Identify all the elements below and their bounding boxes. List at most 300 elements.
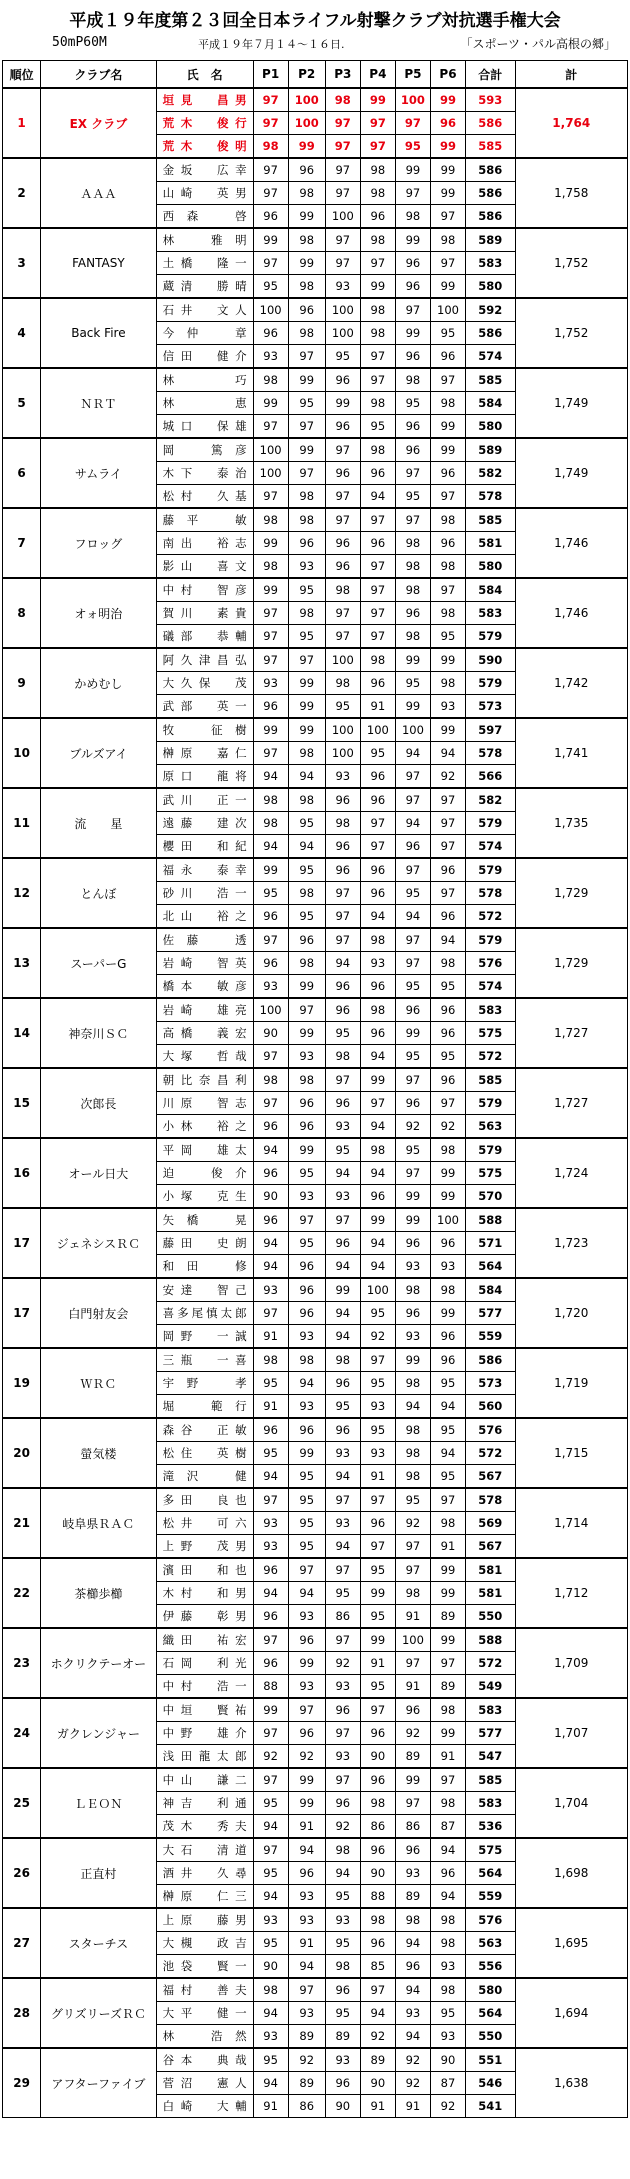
score-cell-p1: 97 — [253, 252, 288, 275]
score-cell-p3: 95 — [325, 345, 360, 369]
score-cell-p3: 92 — [325, 1652, 360, 1675]
shooter-name-cell: 酒井 久尋 — [156, 1862, 253, 1885]
score-cell-p1: 97 — [253, 1768, 288, 1792]
shooter-name-cell: 大塚 哲哉 — [156, 1045, 253, 1069]
shooter-total-cell: 564 — [466, 1255, 516, 1279]
shooter-total-cell: 580 — [466, 1978, 516, 2002]
score-cell-p4: 93 — [360, 1442, 395, 1465]
score-cell-p1: 94 — [253, 1465, 288, 1489]
score-cell-p1: 100 — [253, 462, 288, 485]
shooter-name-cell: 滝沢 健 — [156, 1465, 253, 1489]
shooter-name-cell: 西森 啓 — [156, 205, 253, 229]
team-group — [3, 228, 628, 298]
score-cell-p4: 99 — [360, 1208, 395, 1232]
score-cell-p4: 97 — [360, 1348, 395, 1372]
score-cell-p5: 97 — [395, 952, 430, 975]
score-cell-p2: 98 — [288, 602, 325, 625]
score-cell-p5: 93 — [395, 1325, 430, 1349]
table-row — [3, 158, 628, 182]
shooter-name-cell: 阿久津昌弘 — [156, 648, 253, 672]
score-cell-p1: 93 — [253, 1512, 288, 1535]
score-cell-p6: 98 — [430, 508, 465, 532]
score-cell-p5: 98 — [395, 368, 430, 392]
score-cell-p3: 96 — [325, 975, 360, 999]
team-total-cell: 1,719 — [515, 1348, 627, 1418]
table-row — [3, 928, 628, 952]
score-cell-p4: 91 — [360, 1465, 395, 1489]
score-cell-p6: 97 — [430, 812, 465, 835]
score-cell-p4: 94 — [360, 1115, 395, 1139]
score-cell-p5: 94 — [395, 905, 430, 929]
score-cell-p6: 99 — [430, 158, 465, 182]
team-group — [3, 1348, 628, 1418]
table-row — [3, 1908, 628, 1932]
team-group — [3, 858, 628, 928]
rank-cell: 17 — [3, 1278, 41, 1348]
score-cell-p3: 97 — [325, 182, 360, 205]
score-cell-p2: 98 — [288, 882, 325, 905]
score-cell-p6: 94 — [430, 1838, 465, 1862]
shooter-name-cell: 藤田 史朗 — [156, 1232, 253, 1255]
score-cell-p2: 96 — [288, 1862, 325, 1885]
score-cell-p6: 93 — [430, 1955, 465, 1979]
score-cell-p3: 93 — [325, 1115, 360, 1139]
header-cell: 順位 — [3, 61, 41, 89]
score-cell-p4: 91 — [360, 1652, 395, 1675]
shooter-total-cell: 583 — [466, 1792, 516, 1815]
score-cell-p3: 96 — [325, 858, 360, 882]
shooter-total-cell: 586 — [466, 182, 516, 205]
score-cell-p6: 95 — [430, 322, 465, 345]
score-cell-p1: 96 — [253, 1558, 288, 1582]
score-cell-p3: 100 — [325, 742, 360, 765]
score-cell-p5: 96 — [395, 602, 430, 625]
score-cell-p1: 96 — [253, 322, 288, 345]
club-name-cell: ＬＥＯＮ — [41, 1768, 157, 1838]
score-cell-p1: 91 — [253, 2095, 288, 2118]
shooter-name-cell: 藤平 敏 — [156, 508, 253, 532]
shooter-total-cell: 570 — [466, 1185, 516, 1209]
score-cell-p2: 95 — [288, 1232, 325, 1255]
shooter-total-cell: 575 — [466, 1162, 516, 1185]
score-cell-p4: 98 — [360, 438, 395, 462]
club-name-cell: ブルズアイ — [41, 718, 157, 788]
score-cell-p4: 95 — [360, 1418, 395, 1442]
score-cell-p1: 97 — [253, 1838, 288, 1862]
score-cell-p3: 94 — [325, 1302, 360, 1325]
score-cell-p5: 99 — [395, 1208, 430, 1232]
shooter-name-cell: 福村 善夫 — [156, 1978, 253, 2002]
score-cell-p2: 98 — [288, 275, 325, 299]
score-cell-p4: 90 — [360, 1745, 395, 1769]
score-cell-p1: 97 — [253, 1488, 288, 1512]
score-cell-p1: 97 — [253, 742, 288, 765]
shooter-name-cell: 石岡 利光 — [156, 1652, 253, 1675]
shooter-total-cell: 579 — [466, 672, 516, 695]
club-name-cell: 神奈川ＳＣ — [41, 998, 157, 1068]
score-cell-p4: 96 — [360, 1722, 395, 1745]
club-name-cell: オォ明治 — [41, 578, 157, 648]
shooter-total-cell: 581 — [466, 532, 516, 555]
shooter-total-cell: 580 — [466, 415, 516, 439]
score-cell-p1: 94 — [253, 1232, 288, 1255]
team-group — [3, 998, 628, 1068]
score-cell-p2: 93 — [288, 1605, 325, 1629]
table-row — [3, 1838, 628, 1862]
shooter-total-cell: 586 — [466, 322, 516, 345]
event-dates: 平成１９年７月１４～１６日. — [198, 38, 345, 51]
score-cell-p4: 98 — [360, 298, 395, 322]
rank-cell: 6 — [3, 438, 41, 508]
score-cell-p2: 97 — [288, 462, 325, 485]
header-cell: P2 — [288, 61, 325, 89]
score-cell-p4: 94 — [360, 2002, 395, 2025]
score-cell-p3: 98 — [325, 1955, 360, 1979]
rank-cell: 25 — [3, 1768, 41, 1838]
shooter-name-cell: 林 浩然 — [156, 2025, 253, 2049]
score-cell-p3: 100 — [325, 322, 360, 345]
shooter-name-cell: 荒木 俊明 — [156, 135, 253, 159]
table-row — [3, 438, 628, 462]
score-cell-p2: 96 — [288, 1092, 325, 1115]
score-cell-p6: 95 — [430, 625, 465, 649]
score-cell-p5: 91 — [395, 2095, 430, 2118]
shooter-total-cell: 579 — [466, 1092, 516, 1115]
shooter-name-cell: 松村 久基 — [156, 485, 253, 509]
score-cell-p4: 96 — [360, 532, 395, 555]
score-cell-p1: 95 — [253, 1442, 288, 1465]
score-cell-p5: 96 — [395, 438, 430, 462]
score-cell-p5: 98 — [395, 205, 430, 229]
score-cell-p4: 97 — [360, 508, 395, 532]
score-cell-p5: 98 — [395, 532, 430, 555]
team-total-cell: 1,746 — [515, 508, 627, 578]
table-row — [3, 578, 628, 602]
team-total-cell: 1,695 — [515, 1908, 627, 1978]
score-cell-p5: 99 — [395, 322, 430, 345]
shooter-name-cell: 土橋 隆一 — [156, 252, 253, 275]
score-cell-p5: 97 — [395, 1068, 430, 1092]
shooter-total-cell: 575 — [466, 1838, 516, 1862]
score-cell-p5: 99 — [395, 695, 430, 719]
team-group — [3, 1068, 628, 1138]
score-cell-p6: 96 — [430, 858, 465, 882]
score-cell-p3: 93 — [325, 1512, 360, 1535]
score-cell-p5: 94 — [395, 812, 430, 835]
score-cell-p6: 100 — [430, 298, 465, 322]
score-cell-p2: 94 — [288, 835, 325, 859]
score-cell-p3: 97 — [325, 135, 360, 159]
score-cell-p5: 89 — [395, 1885, 430, 1909]
score-cell-p3: 96 — [325, 788, 360, 812]
score-cell-p1: 93 — [253, 672, 288, 695]
score-cell-p3: 96 — [325, 462, 360, 485]
team-group — [3, 438, 628, 508]
shooter-total-cell: 576 — [466, 1418, 516, 1442]
score-cell-p3: 95 — [325, 695, 360, 719]
shooter-total-cell: 551 — [466, 2048, 516, 2072]
score-cell-p2: 95 — [288, 1465, 325, 1489]
shooter-total-cell: 560 — [466, 1395, 516, 1419]
team-total-cell: 1,729 — [515, 858, 627, 928]
score-cell-p5: 100 — [395, 1628, 430, 1652]
shooter-total-cell: 585 — [466, 508, 516, 532]
score-cell-p5: 98 — [395, 1278, 430, 1302]
score-cell-p5: 99 — [395, 1768, 430, 1792]
score-cell-p1: 93 — [253, 1278, 288, 1302]
shooter-total-cell: 578 — [466, 485, 516, 509]
score-cell-p4: 96 — [360, 858, 395, 882]
score-cell-p4: 96 — [360, 882, 395, 905]
shooter-name-cell: 城口 保雄 — [156, 415, 253, 439]
score-cell-p6: 98 — [430, 1278, 465, 1302]
team-group — [3, 1278, 628, 1348]
score-cell-p1: 94 — [253, 1885, 288, 1909]
header-cell: クラブ名 — [41, 61, 157, 89]
score-cell-p6: 97 — [430, 578, 465, 602]
team-group — [3, 2048, 628, 2118]
club-name-cell: サムライ — [41, 438, 157, 508]
shooter-name-cell: 山崎 英男 — [156, 182, 253, 205]
shooter-name-cell: 朝比奈昌利 — [156, 1068, 253, 1092]
shooter-total-cell: 593 — [466, 88, 516, 112]
score-cell-p6: 93 — [430, 1255, 465, 1279]
score-cell-p6: 93 — [430, 2025, 465, 2049]
score-cell-p2: 97 — [288, 1208, 325, 1232]
score-cell-p6: 90 — [430, 2048, 465, 2072]
score-cell-p3: 96 — [325, 532, 360, 555]
score-cell-p5: 99 — [395, 1022, 430, 1045]
score-cell-p2: 97 — [288, 998, 325, 1022]
score-cell-p5: 92 — [395, 2048, 430, 2072]
team-group — [3, 298, 628, 368]
score-cell-p3: 94 — [325, 1325, 360, 1349]
score-cell-p6: 100 — [430, 1208, 465, 1232]
score-cell-p3: 93 — [325, 1908, 360, 1932]
score-cell-p4: 96 — [360, 1512, 395, 1535]
shooter-name-cell: 荒木 俊行 — [156, 112, 253, 135]
team-total-cell: 1,746 — [515, 578, 627, 648]
team-total-cell: 1,749 — [515, 438, 627, 508]
score-cell-p3: 93 — [325, 765, 360, 789]
table-row — [3, 1208, 628, 1232]
club-name-cell: 螢気楼 — [41, 1418, 157, 1488]
shooter-total-cell: 589 — [466, 438, 516, 462]
team-group — [3, 788, 628, 858]
score-cell-p4: 96 — [360, 765, 395, 789]
rank-cell: 17 — [3, 1208, 41, 1278]
score-cell-p4: 100 — [360, 718, 395, 742]
rank-cell: 5 — [3, 368, 41, 438]
shooter-total-cell: 566 — [466, 765, 516, 789]
score-cell-p3: 98 — [325, 1838, 360, 1862]
shooter-total-cell: 541 — [466, 2095, 516, 2118]
table-row — [3, 1138, 628, 1162]
score-cell-p2: 95 — [288, 625, 325, 649]
score-cell-p1: 96 — [253, 1605, 288, 1629]
shooter-total-cell: 597 — [466, 718, 516, 742]
score-cell-p4: 98 — [360, 322, 395, 345]
shooter-total-cell: 563 — [466, 1115, 516, 1139]
score-cell-p1: 96 — [253, 952, 288, 975]
score-cell-p1: 95 — [253, 1862, 288, 1885]
score-cell-p6: 98 — [430, 1138, 465, 1162]
score-cell-p2: 96 — [288, 1115, 325, 1139]
score-cell-p4: 95 — [360, 1558, 395, 1582]
score-cell-p2: 99 — [288, 368, 325, 392]
score-cell-p1: 95 — [253, 275, 288, 299]
score-cell-p6: 99 — [430, 648, 465, 672]
score-cell-p4: 99 — [360, 1628, 395, 1652]
score-cell-p5: 96 — [395, 1302, 430, 1325]
team-group — [3, 1628, 628, 1698]
score-cell-p5: 98 — [395, 1418, 430, 1442]
score-cell-p2: 98 — [288, 228, 325, 252]
team-group — [3, 1488, 628, 1558]
table-row — [3, 1418, 628, 1442]
score-cell-p6: 98 — [430, 1698, 465, 1722]
team-group — [3, 508, 628, 578]
team-group — [3, 928, 628, 998]
team-total-cell: 1,724 — [515, 1138, 627, 1208]
club-name-cell: オール日大 — [41, 1138, 157, 1208]
shooter-total-cell: 564 — [466, 1862, 516, 1885]
shooter-name-cell: 谷本 典哉 — [156, 2048, 253, 2072]
score-cell-p3: 97 — [325, 252, 360, 275]
score-cell-p1: 88 — [253, 1675, 288, 1699]
score-cell-p3: 96 — [325, 415, 360, 439]
score-cell-p3: 97 — [325, 1558, 360, 1582]
shooter-total-cell: 583 — [466, 1698, 516, 1722]
score-cell-p6: 95 — [430, 1418, 465, 1442]
score-cell-p4: 97 — [360, 1488, 395, 1512]
score-cell-p2: 99 — [288, 718, 325, 742]
score-cell-p2: 100 — [288, 88, 325, 112]
score-cell-p1: 97 — [253, 1045, 288, 1069]
score-cell-p1: 90 — [253, 1955, 288, 1979]
shooter-total-cell: 574 — [466, 345, 516, 369]
score-cell-p3: 100 — [325, 648, 360, 672]
score-cell-p1: 96 — [253, 205, 288, 229]
score-cell-p5: 97 — [395, 1162, 430, 1185]
score-cell-p4: 97 — [360, 368, 395, 392]
score-cell-p1: 100 — [253, 438, 288, 462]
score-cell-p2: 99 — [288, 252, 325, 275]
shooter-total-cell: 585 — [466, 1768, 516, 1792]
score-cell-p1: 95 — [253, 1372, 288, 1395]
score-cell-p4: 89 — [360, 2048, 395, 2072]
score-cell-p4: 98 — [360, 158, 395, 182]
score-cell-p1: 97 — [253, 182, 288, 205]
score-cell-p2: 91 — [288, 1932, 325, 1955]
score-cell-p4: 97 — [360, 135, 395, 159]
shooter-total-cell: 572 — [466, 1652, 516, 1675]
score-cell-p1: 97 — [253, 1628, 288, 1652]
score-cell-p3: 97 — [325, 1208, 360, 1232]
shooter-name-cell: 大石 清道 — [156, 1838, 253, 1862]
score-cell-p3: 98 — [325, 1045, 360, 1069]
score-cell-p2: 93 — [288, 1675, 325, 1699]
shooter-name-cell: 神吉 利通 — [156, 1792, 253, 1815]
score-cell-p3: 97 — [325, 602, 360, 625]
score-cell-p4: 95 — [360, 1605, 395, 1629]
score-cell-p1: 99 — [253, 392, 288, 415]
score-cell-p3: 89 — [325, 2025, 360, 2049]
team-total-cell: 1,749 — [515, 368, 627, 438]
team-group — [3, 1908, 628, 1978]
score-cell-p4: 97 — [360, 112, 395, 135]
score-cell-p1: 96 — [253, 905, 288, 929]
score-cell-p5: 98 — [395, 1372, 430, 1395]
score-cell-p2: 93 — [288, 555, 325, 579]
score-cell-p3: 93 — [325, 1442, 360, 1465]
club-name-cell: 次郎長 — [41, 1068, 157, 1138]
club-name-cell: フロッグ — [41, 508, 157, 578]
score-cell-p1: 94 — [253, 2002, 288, 2025]
score-cell-p6: 97 — [430, 835, 465, 859]
score-cell-p3: 96 — [325, 1978, 360, 2002]
score-cell-p6: 97 — [430, 788, 465, 812]
team-total-cell: 1,752 — [515, 298, 627, 368]
score-cell-p2: 93 — [288, 1885, 325, 1909]
score-cell-p2: 94 — [288, 1955, 325, 1979]
score-cell-p3: 96 — [325, 1792, 360, 1815]
shooter-total-cell: 584 — [466, 1278, 516, 1302]
score-cell-p1: 99 — [253, 718, 288, 742]
score-cell-p3: 95 — [325, 2002, 360, 2025]
shooter-name-cell: 垣見 昌男 — [156, 88, 253, 112]
score-cell-p5: 97 — [395, 1558, 430, 1582]
score-cell-p1: 98 — [253, 135, 288, 159]
score-cell-p3: 96 — [325, 835, 360, 859]
score-cell-p4: 91 — [360, 695, 395, 719]
score-cell-p5: 97 — [395, 462, 430, 485]
score-cell-p2: 86 — [288, 2095, 325, 2118]
score-cell-p6: 98 — [430, 1978, 465, 2002]
score-cell-p2: 98 — [288, 788, 325, 812]
header-cell: P5 — [395, 61, 430, 89]
club-name-cell: ＷＲＣ — [41, 1348, 157, 1418]
shooter-name-cell: 遠藤 建次 — [156, 812, 253, 835]
score-cell-p6: 96 — [430, 1232, 465, 1255]
score-cell-p2: 99 — [288, 1442, 325, 1465]
shooter-name-cell: 大久保 茂 — [156, 672, 253, 695]
score-cell-p2: 98 — [288, 182, 325, 205]
score-cell-p1: 98 — [253, 788, 288, 812]
score-cell-p2: 98 — [288, 952, 325, 975]
score-cell-p3: 93 — [325, 2048, 360, 2072]
score-cell-p5: 89 — [395, 1745, 430, 1769]
score-cell-p1: 98 — [253, 812, 288, 835]
team-total-cell: 1,764 — [515, 88, 627, 158]
shooter-name-cell: 礒部 恭輔 — [156, 625, 253, 649]
score-cell-p3: 97 — [325, 158, 360, 182]
table-row — [3, 298, 628, 322]
score-cell-p1: 90 — [253, 1022, 288, 1045]
score-cell-p6: 87 — [430, 2072, 465, 2095]
score-cell-p1: 96 — [253, 1115, 288, 1139]
rank-cell: 13 — [3, 928, 41, 998]
score-cell-p6: 97 — [430, 1488, 465, 1512]
team-group — [3, 578, 628, 648]
club-name-cell: かめむし — [41, 648, 157, 718]
score-cell-p4: 96 — [360, 788, 395, 812]
shooter-name-cell: 木村 和男 — [156, 1582, 253, 1605]
rank-cell: 15 — [3, 1068, 41, 1138]
shooter-name-cell: 池袋 賢一 — [156, 1955, 253, 1979]
shooter-name-cell: 中垣 賢祐 — [156, 1698, 253, 1722]
score-cell-p4: 97 — [360, 602, 395, 625]
